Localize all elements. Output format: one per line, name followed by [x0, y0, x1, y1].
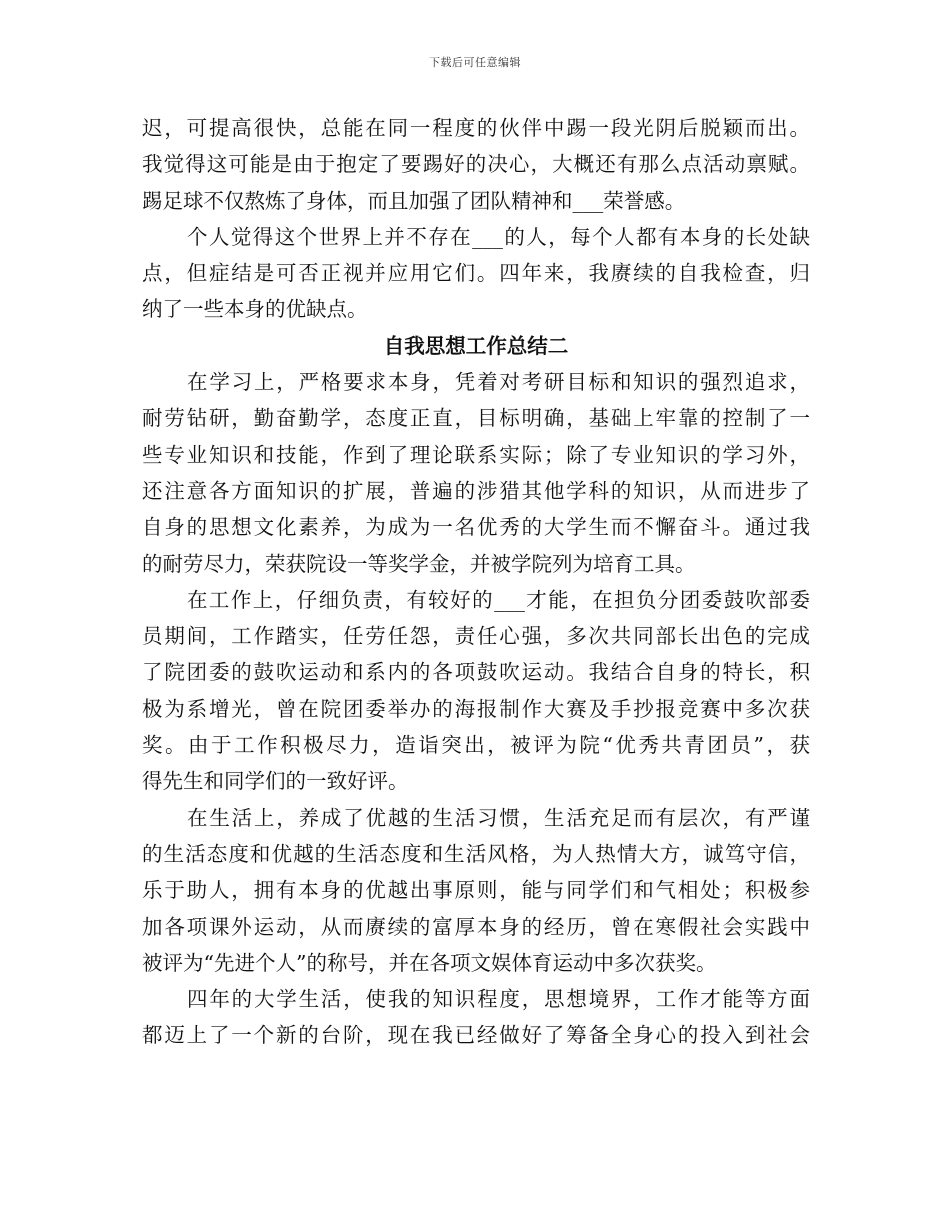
paragraph: [142, 582, 810, 800]
text-line: 在学习上，严格要求本身，凭着对考研目标和知识的强烈追求，: [187, 370, 810, 395]
text-line: 的耐劳尽力，荣获院设一等奖学金，并被学院列为培育工具。: [142, 551, 696, 576]
text-line: 得先生和同学们的一致好评。: [142, 769, 409, 794]
paragraph: [142, 110, 810, 219]
text-line: 我觉得这可能是由于抱定了要踢好的决心，大概还有那么点活动禀赋。: [142, 152, 810, 177]
text-line: 在生活上，养成了优越的生活习惯，生活充足而有层次，有严谨: [187, 805, 810, 830]
text-line: 在工作上，仔细负责，有较好的___才能，在担负分团委鼓吹部委: [187, 587, 810, 612]
text-line: 点，但症结是可否正视并应用它们。四年来，我赓续的自我检查，归: [142, 261, 810, 286]
text-line: 四年的大学生活，使我的知识程度，思想境界，工作才能等方面: [187, 987, 810, 1012]
text-line: 的生活态度和优越的生活态度和生活风格，为人热情大方，诚笃守信，: [142, 841, 810, 866]
text-line: 自身的思想文化素养，为成为一名优秀的大学生而不懈奋斗。通过我: [142, 515, 810, 540]
text-line: 被评为“先进个人”的称号，并在各项文娱体育运动中多次获奖。: [142, 950, 717, 975]
text-line: 加各项课外运动，从而赓续的富厚本身的经历，曾在寒假社会实践中: [142, 914, 810, 939]
text-line: 极为系增光，曾在院团委举办的海报制作大赛及手抄报竞赛中多次获: [142, 696, 810, 721]
text-line: 了院团委的鼓吹运动和系内的各项鼓吹运动。我结合自身的特长，积: [142, 660, 810, 685]
text-line: 迟，可提高很快，总能在同一程度的伙伴中踢一段光阴后脱颖而出。: [142, 116, 810, 140]
document-body: [142, 110, 810, 1054]
text-line: 员期间，工作踏实，任劳任怨，责任心强，多次共同部长出色的完成: [142, 624, 810, 649]
text-line: 纳了一些本身的优缺点。: [142, 297, 368, 322]
section-heading: 自我思想工作总结二: [383, 333, 569, 358]
text-line: 乐于助人，拥有本身的优越出事原则，能与同学们和气相处；积极参: [142, 878, 810, 903]
text-line: 踢足球不仅熬炼了身体，而且加强了团队精神和___荣誉感。: [142, 188, 686, 213]
paragraph: [142, 219, 810, 328]
text-line: 些专业知识和技能，作到了理论联系实际；除了专业知识的学习外，: [142, 442, 810, 467]
text-line: 奖。由于工作积极尽力，造诣突出，被评为院“优秀共青团员”，获: [142, 733, 810, 758]
page-header: 下载后可任意编辑: [429, 56, 521, 69]
text-line: 都迈上了一个新的台阶，现在我已经做好了筹备全身心的投入到社会: [142, 1023, 810, 1048]
paragraph: [142, 800, 810, 981]
paragraph: [142, 981, 810, 1054]
text-line: 个人觉得这个世界上并不存在___的人，每个人都有本身的长处缺: [187, 224, 810, 249]
text-line: 耐劳钻研，勤奋勤学，态度正直，目标明确，基础上牢靠的控制了一: [142, 406, 810, 431]
text-line: 还注意各方面知识的扩展，普遍的涉猎其他学科的知识，从而进步了: [142, 478, 810, 503]
paragraph: [142, 364, 810, 582]
